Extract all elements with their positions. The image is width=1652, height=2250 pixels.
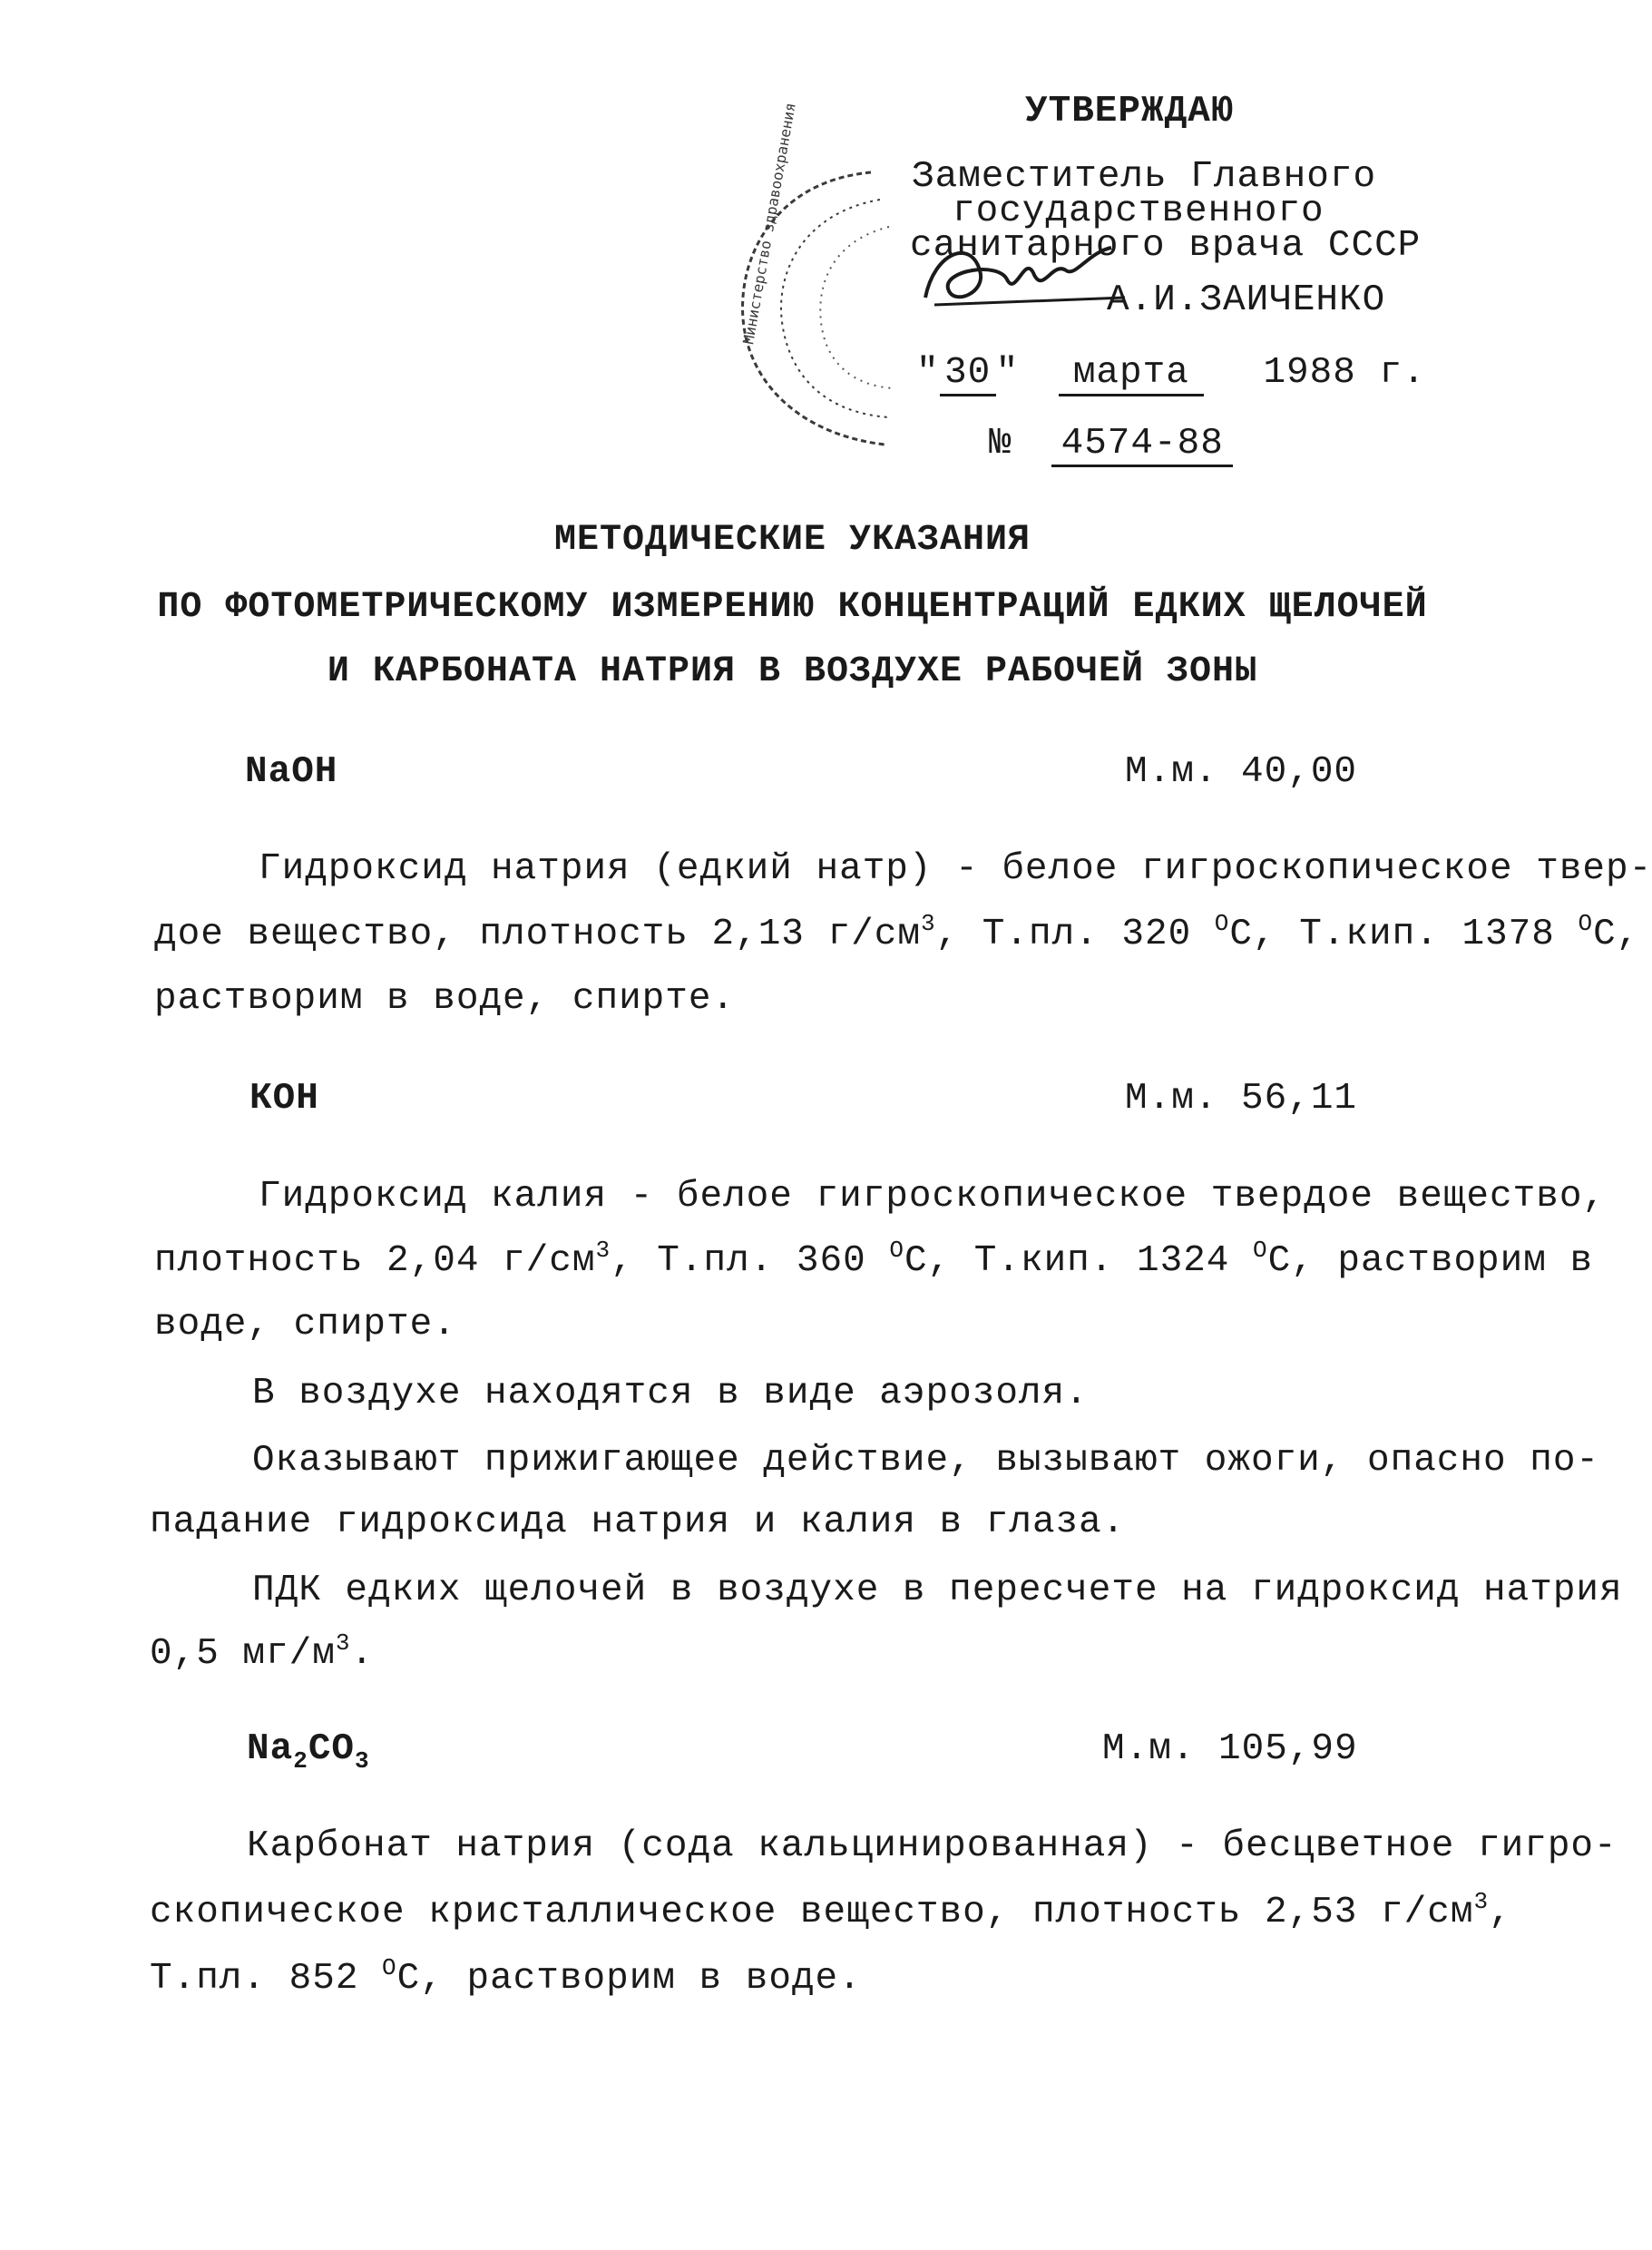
naoh-text-line1: Гидроксид натрия (едкий натр) - белое гигроскопическое твер- (259, 848, 1652, 890)
naoh-molar-mass: М.м. 40,00 (1125, 751, 1358, 793)
effect-text-line2: падание гидроксида натрия и калия в глаза. (150, 1502, 1126, 1543)
round-stamp-icon (717, 101, 934, 472)
approval-title: УТВЕРЖДАЮ (1025, 91, 1235, 132)
na2co3-text-line2: скопическое кристаллическое вещество, плотность 2,53 $г/см^3$, (150, 1888, 1512, 1933)
na2co3-molar-mass: М.м. 105,99 (1102, 1728, 1358, 1770)
na2co3-text-line3: Т.пл. 852 $^О$С, растворим в воде. (150, 1954, 862, 2000)
naoh-formula: NaOH (245, 751, 338, 793)
na2co3-text-line1: Карбонат натрия (сода кальцинированная) - бесцветное гигро- (247, 1825, 1618, 1867)
approval-number: № 4574-88 (989, 423, 1233, 467)
pdk-text-line2: 0,5 $мг/м^3$. (150, 1629, 375, 1675)
approval-date: " 30 " марта 1988 г. (916, 352, 1426, 396)
approval-position-line3: санитарного врача СССР (910, 225, 1422, 267)
approval-position-line1: Заместитель Главного (912, 156, 1377, 198)
koh-formula: КОН (249, 1078, 319, 1120)
effect-text-line1: Оказывают прижигающее действие, вызывают ожоги, опасно по- (252, 1440, 1600, 1482)
koh-text-line3: воде, спирте. (154, 1304, 456, 1345)
approval-signatory: А.И.ЗАИЧЕНКО (1107, 279, 1386, 321)
aerosol-text: В воздухе находятся в виде аэрозоля. (252, 1373, 1089, 1414)
koh-molar-mass: М.м. 56,11 (1125, 1078, 1358, 1120)
signature-icon (916, 234, 1134, 316)
koh-text-line2: плотность 2,04 $г/см^3$, Т.пл. 360 $^О$С, Т.кип. 1324 $^О$С, растворим в (154, 1237, 1594, 1282)
svg-text:Министерство здравоохранения: Министерство здравоохранения (739, 101, 799, 346)
approval-position-line2: государственного (953, 191, 1325, 232)
koh-text-line1: Гидроксид калия - белое гигроскопическое твердое вещество, (259, 1176, 1607, 1218)
pdk-text-line1: ПДК едких щелочей в воздухе в пересчете на гидроксид натрия (252, 1570, 1623, 1611)
doc-title-line3: И КАРБОНАТА НАТРИЯ В ВОЗДУХЕ РАБОЧЕЙ ЗОНЫ (327, 651, 1258, 692)
doc-title-line2: ПО ФОТОМЕТРИЧЕСКОМУ ИЗМЕРЕНИЮ КОНЦЕНТРАЦИЙ ЕДКИХ ЩЕЛОЧЕЙ (157, 587, 1428, 628)
naoh-text-line2: дое вещество, плотность 2,13 $г/см^3$, Т.пл. 320 $^О$С, Т.кип. 1378 $^О$С, (154, 910, 1640, 955)
doc-title-line1: МЕТОДИЧЕСКИЕ УКАЗАНИЯ (553, 520, 1031, 561)
na2co3-formula: $Na_2CO_3$ (247, 1728, 370, 1775)
naoh-text-line3: растворим в воде, спирте. (154, 978, 736, 1020)
